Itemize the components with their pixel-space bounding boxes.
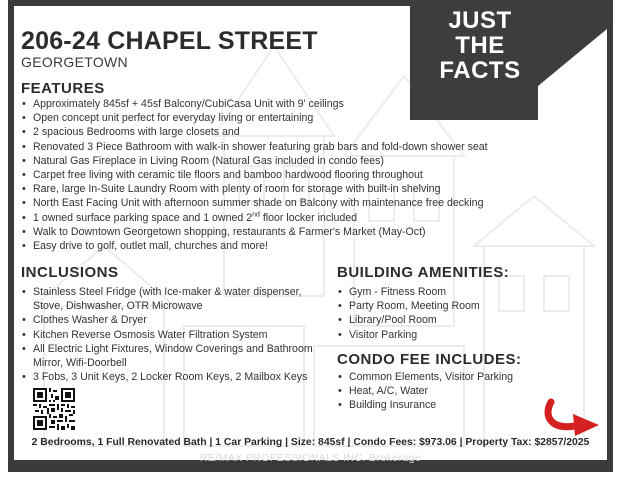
inclusions-heading: INCLUSIONS xyxy=(21,264,119,281)
feature-item: • 2 spacious Bedrooms with large closets and xyxy=(21,125,581,139)
frame-border-left xyxy=(8,0,14,466)
banner-line: FACTS xyxy=(439,57,521,84)
summary-facts-bar: 2 Bedrooms, 1 Full Renovated Bath | 1 Car Parking | Size: 845sf | Condo Fees: $973.06 | Property Tax: $2857/2025 xyxy=(31,437,590,448)
condo-fee-item: • Heat, A/C, Water xyxy=(337,384,587,398)
inclusion-item: • Clothes Washer & Dryer xyxy=(21,313,333,327)
feature-item: • Renovated 3 Piece Bathroom with walk-in shower featuring grab bars and fold-down shower seat xyxy=(21,140,581,154)
inclusion-item: • Stainless Steel Fridge (with Ice-maker & water dispenser, Stove, Dishwasher, OTR Microwave xyxy=(21,285,333,313)
banner-line: THE xyxy=(455,32,505,59)
feature-item: • Open concept unit perfect for everyday living or entertaining xyxy=(21,111,581,125)
amenity-item: • Party Room, Meeting Room xyxy=(337,299,587,313)
features-heading: FEATURES xyxy=(21,80,105,97)
amenity-item: • Library/Pool Room xyxy=(337,313,587,327)
banner-line: JUST xyxy=(448,7,512,34)
feature-item-parking xyxy=(21,211,581,225)
ordinal-suffix: nd xyxy=(252,211,260,219)
curved-arrow-icon xyxy=(543,398,601,436)
frame-border-top xyxy=(8,0,443,6)
condo-fee-heading: CONDO FEE INCLUDES: xyxy=(337,351,522,368)
feature-item: • North East Facing Unit with afternoon summer shade on Balcony with maintenance free decking xyxy=(21,196,581,210)
building-amenities-heading: BUILDING AMENITIES: xyxy=(337,264,510,281)
feature-item: • Rare, large In-Suite Laundry Room with plenty of room for storage with built-in shelving xyxy=(21,182,581,196)
feature-item: • Carpet free living with ceramic tile floors and bamboo hardwood flooring throughout xyxy=(21,168,581,182)
feature-item: • Easy drive to golf, outlet mall, churches and more! xyxy=(21,239,581,253)
features-list xyxy=(21,97,581,253)
inclusion-item: • Kitchen Reverse Osmosis Water Filtration System xyxy=(21,328,333,342)
property-city: GEORGETOWN xyxy=(21,54,128,70)
feature-item: • Natural Gas Fireplace in Living Room (Natural Gas included in condo fees) xyxy=(21,154,581,168)
inclusion-item: • All Electric Light Fixtures, Window Coverings and Bathroom Mirror, Wifi-Doorbell xyxy=(21,342,333,370)
condo-fee-item: • Building Insurance xyxy=(337,398,587,412)
property-address: 206-24 CHAPEL STREET xyxy=(21,27,318,55)
banner-text xyxy=(420,8,540,83)
amenity-item: • Visitor Parking xyxy=(337,328,587,342)
feature-item: • Walk to Downtown Georgetown shopping, restaurants & Farmer's Market (May-Oct) xyxy=(21,225,581,239)
inclusions-list xyxy=(21,285,333,384)
brokerage-watermark: RE/MAX PROFESSIONALS INC. Brokerage xyxy=(199,452,422,464)
amenities-list xyxy=(337,285,587,342)
qr-code-icon[interactable] xyxy=(33,388,75,430)
inclusion-item: • 3 Fobs, 3 Unit Keys, 2 Locker Room Keys, 2 Mailbox Keys xyxy=(21,370,333,384)
locker-text: floor locker included xyxy=(259,211,358,224)
feature-item: • Approximately 845sf + 45sf Balcony/CubiCasa Unit with 9' ceilings xyxy=(21,97,581,111)
amenity-item: • Gym - Fitness Room xyxy=(337,285,587,299)
parking-text: 1 owned surface parking space and 1 owned 2 xyxy=(33,211,253,224)
condo-fee-item: • Common Elements, Visitor Parking xyxy=(337,370,587,384)
